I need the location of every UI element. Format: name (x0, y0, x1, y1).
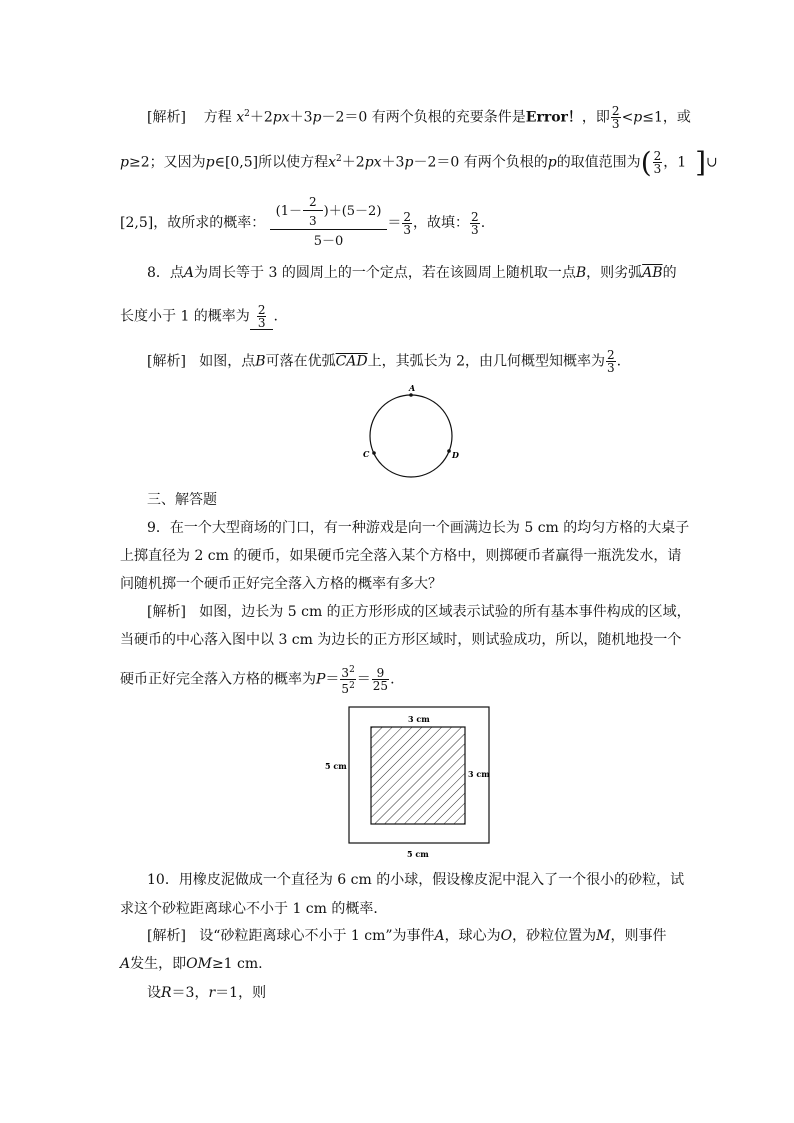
exp: 2 (336, 154, 342, 164)
p9-line-3: 问随机掷一个硬币正好完全落入方格的概率有多大？ (120, 576, 442, 592)
text: ＝1，则 (215, 985, 267, 1001)
text: 上，其弧长为 2，由几何概型知概率为 (367, 353, 605, 370)
p8-line-1 (147, 264, 677, 282)
p9-line-1: 9．在一个大型商场的门口，有一种游戏是向一个画满边长为 5 cm 的均匀方格的大桌子 (147, 520, 690, 536)
p9-solution-3 (120, 664, 395, 695)
square-figure (320, 700, 495, 865)
text: 设“砂粒距离球心不小于 1 cm”为事件 (199, 928, 435, 944)
var: p (633, 109, 643, 126)
fraction: $\frac{2}{3}$ (471, 209, 479, 237)
text: ＝ (356, 671, 371, 688)
text: ＝3， (171, 985, 209, 1001)
label-left: 5 cm (325, 761, 347, 771)
text: 硬币正好完全落入方格的概率为 (120, 671, 316, 688)
var: x (236, 109, 245, 126)
p10-solution-1 (147, 927, 667, 945)
fraction: $\frac{2}{3}$ (403, 209, 412, 237)
text: 设 (147, 985, 161, 1001)
var: x (328, 154, 337, 171)
var: A (434, 928, 445, 944)
text: . (273, 308, 278, 325)
p8-line-2 (120, 304, 278, 330)
text: < (621, 109, 634, 126)
text: ≤1，或 (642, 109, 691, 126)
point-a (409, 393, 413, 397)
var: p (312, 109, 322, 126)
fraction: $\frac{2}{3}$ (607, 348, 615, 375)
solution-tag: [解析] (147, 109, 186, 126)
p9-line-2: 上掷直径为 2 cm 的硬币，如果硬币完全落入某个方格中，则掷硬币者赢得一瓶洗发水，请 (120, 548, 682, 564)
label-d: D (452, 450, 459, 460)
var: px (272, 109, 290, 126)
p10-line-2: 求这个砂粒距离球心不小于 1 cm 的概率． (120, 901, 388, 917)
text: ，则事件 (610, 928, 667, 944)
text: ＝ (325, 671, 340, 688)
text: 的取值范围为 (556, 154, 641, 171)
text: ∈[0,5]所以使方程 (214, 154, 329, 171)
solution-tag: [解析] (147, 353, 186, 370)
probability-fraction: (1－ $\frac{2}{3}$ )＋(5－2) 5－0 (270, 196, 388, 250)
label-a: A (409, 383, 416, 393)
var: B (575, 265, 587, 281)
p7-line-1 (147, 105, 691, 130)
text: ＋2 (249, 109, 273, 126)
p9-solution-2: 当硬币的中心落入图中以 3 cm 为边长的正方形区域时，则试验成功，所以，随机地投一个 (120, 632, 682, 648)
p8-solution (147, 349, 621, 374)
text: 长度小于 1 的概率为 (120, 308, 250, 325)
text: 如图，点 (199, 353, 256, 370)
paren: ( (640, 145, 652, 179)
text: ，即 (581, 109, 610, 126)
var: A (183, 265, 195, 281)
circle (370, 395, 452, 477)
p10-line-1: 10．用橡皮泥做成一个直径为 6 cm 的小球，假设橡皮泥中混入了一个很小的砂粒，试 (147, 872, 685, 888)
text: 的 (662, 265, 677, 281)
text: ＋3 (381, 154, 405, 171)
text: 如图，边长为 5 cm 的正方形形成的区域表示试验的所有基本事件构成的区域， (199, 604, 691, 620)
var: B (255, 353, 266, 370)
text: 方程 (203, 109, 232, 126)
fraction: $\frac{9}{25}$ (372, 666, 389, 693)
text: ≥2；又因为 (128, 154, 206, 171)
text: . (480, 215, 486, 231)
text: ＝ (387, 215, 402, 231)
var: A (120, 956, 131, 972)
text: 发生，即 (130, 956, 187, 972)
point-c (372, 451, 376, 455)
union-symbol: ∪ (706, 154, 718, 171)
answer-blank: $\frac{2}{3}$ (250, 304, 274, 330)
point-d (447, 449, 451, 453)
label-top: 3 cm (408, 714, 430, 724)
arc-label: $\overline{AB}$ (642, 265, 663, 281)
text: [2,5]，故所求的概率： (120, 215, 266, 231)
exp: 2 (244, 109, 250, 119)
label-bottom: 5 cm (407, 849, 429, 859)
var: O (500, 928, 513, 944)
text: ≥1 cm. (211, 956, 263, 972)
text: －2＝0 有两个负根的充要条件是 (321, 109, 526, 126)
var: p (205, 154, 215, 171)
solution-tag: [解析] (147, 928, 186, 944)
var: px (364, 154, 382, 171)
label-c: C (363, 449, 370, 459)
p7-line-3 (120, 196, 485, 250)
text: －2＝0 有两个负根的 (413, 154, 548, 171)
text: ＋3 (289, 109, 313, 126)
p10-solution-2 (120, 955, 263, 973)
text: 为周长等于 3 的圆周上的一个定点，若在该圆周上随机取一点 (194, 265, 576, 281)
text: 可落在优弧 (265, 353, 336, 370)
inner-square (371, 727, 465, 824)
fraction: $\frac{2}{3}$ (653, 149, 662, 177)
text: . (390, 671, 395, 688)
var: OM (186, 956, 212, 972)
var: r (208, 985, 216, 1001)
text: ，故填： (413, 215, 470, 231)
text: 8．点 (147, 265, 184, 281)
var: p (547, 154, 557, 171)
text: ，砂粒位置为 (512, 928, 597, 944)
p10-solution-3 (147, 984, 266, 1002)
var: R (161, 985, 172, 1001)
text: . (616, 353, 622, 370)
section-title: 三、解答题 (147, 492, 217, 508)
label-right: 3 cm (468, 769, 490, 779)
solution-tag: [解析] (147, 604, 186, 620)
var: p (120, 154, 129, 171)
var: M (596, 928, 611, 944)
p7-line-2 (120, 145, 718, 179)
circle-figure (360, 380, 470, 490)
var: P (316, 671, 326, 688)
var: p (404, 154, 414, 171)
fraction: $\frac{3^2}{5^2}$ (341, 665, 355, 696)
bracket: ] (695, 145, 707, 179)
arc-label: $\overline{CAD}$ (335, 353, 368, 370)
p9-solution-1 (147, 603, 691, 621)
text: ，球心为 (444, 928, 501, 944)
text: ，则劣弧 (586, 265, 643, 281)
fraction: $\frac{2}{3}$ (611, 104, 620, 132)
error-text: Error！ (525, 109, 582, 126)
text: ，1 (663, 154, 687, 171)
text: ＋2 (341, 154, 365, 171)
